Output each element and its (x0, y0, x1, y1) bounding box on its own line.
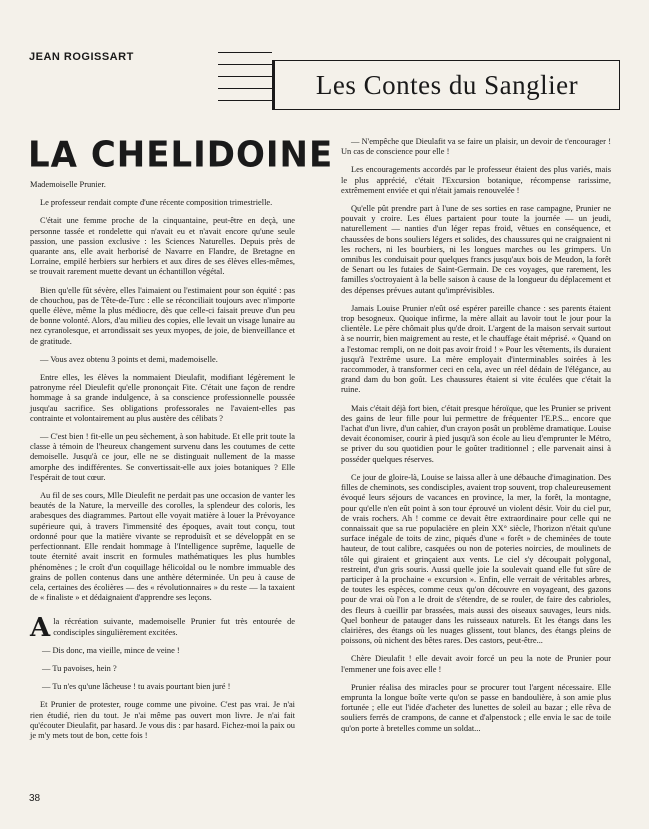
author-name: JEAN ROGISSART (29, 51, 134, 63)
dialog-line: — Tu pavoises, hein ? (42, 663, 117, 673)
paragraph: Jamais Louise Prunier n'eût osé espérer pareille chance : ses parents étaient trop besogneux. Quoique infirme, la mère allait au lavoir tout le jour pour la clientèle. Le père chômait plus qu'de droit. L'argent de la maison servait surtout à se nourrir, bien maigrement au reste, et le chauffage était méprisé. « Quand on a l'estomac rempli, on ne doit pas avoir froid ! » Pour les vêtements, ils duraient jusqu'à l'extrême usure. La mère employait d'interminables soirées à les raccommoder, à transformer ceci en cela, avec un réel dédain de l'élégance, au grand dam du bon goût. Les chaussures étaient si vite éculées que c'était la ruine. (341, 303, 611, 395)
left-column (30, 180, 295, 749)
dialog-line: — Dis donc, ma vieille, mince de veine ! (42, 645, 180, 655)
paragraph: Qu'elle pût prendre part à l'une de ses sorties en rase campagne, Prunier ne pouvait y croire. Les élues partaient pour toute la journée — un jeudi, naturellement — nanties d'un léger repas froid, vêtues en conséquence, et chaussées de bons souliers légers et solides, des chaussures qui ne craignaient ni les rochers, ni les bourbiers, ni les longues marches ou les grimpers. Un omnibus les conduisait pour quelques francs jusqu'aux bois de Meudon, la forêt de Senart ou les futaies de Saint-Germain. De ces voyages, que rarement, les familles s'octroyaient à la belle saison à cause de la longueur du déplacement et des dépenses prévues autant qu'imprévisibles. (341, 204, 611, 295)
paragraph: Au fil de ses cours, Mlle Dieulefit ne perdait pas une occasion de vanter les beautés de la Nature, la merveille des corolles, la splendeur des coloris, les arabesques des diagrammes. Partout elle voyait matière à louer la Prévoyance supérieure qui, à travers l'immensité des époques, avait tout conçu, tout ordonné pour que la matière vivante se reproduisît et se développât en se perfectionnant. Elle rendait hommage à l'Intelligence suprême, laquelle de toute éternité avait inscrit en formules mathématiques les plus humbles phénomènes ; le croît d'un coquillage hélicoïdal ou le nombre immuable des grains de pollen contenus dans une anthère déterminée. Un peu à cause de cela, certaines des écolières — des « révolutionnaires » du reste — la taxaient de « finaliste » et dédaignaient d'apprendre ses leçons. (30, 491, 295, 603)
paragraph: — C'est bien ! fit-elle un peu sèchement, à son habitude. Et elle prit toute la classe à témoin de l'heureux changement survenu dans les coutumes de cette demoiselle. Jusqu'à ce jour, elle ne se distinguait nullement de la masse amorphe des indifférentes. Se convertissait-elle aux joies botaniques ? Elle l'espérait de tout cœur. (30, 432, 295, 482)
paragraph: Bien qu'elle fût sévère, elles l'aimaient ou l'estimaient pour son équité : pas de chouchou, pas de Tête-de-Turc : elle se réconciliait toujours avec n'importe quelle élève, même la plus médiocre, dès que celle-ci faisait preuve d'un peu de bonne volonté. Alors, d'au milieu des copies, elle levait un visage lunaire au nez cyranolesque, et arrondissait ses yeux myopes, de joie, de bienveillance et de gratitude. (30, 285, 295, 346)
series-banner (272, 60, 620, 110)
dropcap: A (30, 613, 51, 644)
paragraph: Mais c'était déjà fort bien, c'était presque héroïque, que les Prunier se privent des gains de leur fille pour lui permettre de fréquenter l'E.P.S... encore que l'achat d'un livre, d'un cahier, d'un crayon posât un problème dramatique. Louise devait économiser, courir à pied jusqu'à son école au lieu d'emprunter le Métro, se priver du sou quotidien pour le goûter traditionnel ; elle parvenait ainsi à posséder quelques réserves. (341, 403, 611, 464)
header-rules (218, 52, 268, 112)
series-title: Les Contes du Sanglier (315, 69, 579, 100)
story-title: LA CHELIDOINE (28, 134, 334, 176)
paragraph: C'était une femme proche de la cinquantaine, peut-être en deçà, une personne tassée et rondelette qui n'avait eu et n'avait encore qu'une seule passion, une passion exclusive : les Sciences Naturelles. Depuis près de quarante ans, elle avait herborisé de Navarre en Flandre, de Bretagne en Lorraine, empilé herbiers sur herbiers et aux dires de ses élèves elles-mêmes, se trouvait rarement muette devant un échantillon végétal. (30, 216, 295, 277)
dialog-line: — Tu n'es qu'une lâcheuse ! tu avais pourtant bien juré ! (42, 682, 231, 692)
paragraph: Les encouragements accordés par le professeur étaient des plus variés, mais le plus apprécié, c'était l'Excursion botanique, récompense rarissime, extrêmement enviée et qui n'était jamais renouvelée ! (341, 165, 611, 195)
dropcap-paragraph (30, 613, 295, 644)
right-column (341, 137, 611, 742)
paragraph: Chère Dieulafit ! elle devait avoir forcé un peu la note de Prunier pour l'emmener une fois avec elle ! (341, 654, 611, 674)
paragraph: Entre elles, les élèves la nommaient Dieulafit, modifiant légèrement le patronyme réel Dieulefit qu'elle prononçait Fite. C'était une façon de rendre hommage à sa grande indulgence, à sa conscience professionnelle poussée jusqu'au sacrifice. Ses obligations professorales ne l'avaient-elles pas contrainte et volontairement au plus austère des célibats ? (30, 373, 295, 423)
paragraph: Le professeur rendait compte d'une récente composition trimestrielle. (40, 198, 273, 208)
dropcap-text: la récréation suivante, mademoiselle Prunier fut très entourée de condisciples singulièrement excitées. (53, 617, 295, 637)
paragraph: — Vous avez obtenu 3 points et demi, mademoiselle. (40, 354, 218, 364)
paragraph: Mademoiselle Prunier. (30, 180, 106, 189)
page-number: 38 (29, 793, 41, 804)
paragraph: Ce jour de gloire-là, Louise se laissa aller à une débauche d'imagination. Des filles de cheminots, ses condisciples, avaient trop souvent, trop chaleureusement évoqué leurs séjours de vacances en province, la mer, la forêt, la montagne, pour qu'elle n'en eût point à son tour éprouvé un violent désir. Voir du ciel pur, de vrais rochers. Ah ! comme ce devait être extraordinaire pour celle qui ne connaissait que sa rue populacière en plein XX° siècle, l'horizon n'était qu'une surface inégale de toits de zinc, piqués d'une « forêt » de cheminées de toute hauteur, de tout calibre, casquées ou non de poteries noircies, de moulinets de tôle qui giraient et grinçaient aux vents. Le ciel s'y découpait polygonal, restreint, d'un gris souris. Aussi quelle joie la soulevait quand elle fut sûre de participer à la prochaine « excursion ». Enfin, elle verrait de véritables arbres, de toutes les espèces, comme ceux qu'on découvre en voyageant, des gazons pour de vrai où l'on a le droit de s'étendre, de se rouler, de faire des cabrioles, des fleurs à cueillir par brassées, mais aussi des oiseaux sauvages, leurs nids. Quel bonheur de patauger dans les ruisseaux naturels. Et les étangs dans les clairières, des étangs où les nuages glissent, tout blancs, des étangs pleins de poissons, où nichent des bêtes rares. Des castors, peut-être... (341, 472, 611, 646)
paragraph: Prunier réalisa des miracles pour se procurer tout l'argent nécessaire. Elle emprunta la longue boîte verte qu'on se passe en bandoulière, à son amie plus fortunée ; elle eut l'idée d'acheter des lunettes de soleil au bazar ; elle rêva de souliers ferrés de crampons, de canne et d'alpenstock ; elle envia le sac de toile qu'on porte à bretelles comme un soldat... (341, 682, 611, 733)
paragraph: Et Prunier de protester, rouge comme une pivoine. C'est pas vrai. Je n'ai rien étudié, rien du tout. Je n'ai même pas ouvert mon livre. Je n'ai fait qu'écouter Dieulafit, par hasard. Je vous dis : par hasard. Fichez-moi la paix ou je m'y mets tout de bon, cette fois ! (30, 700, 295, 740)
paragraph: — N'empêche que Dieulafit va se faire un plaisir, un devoir de t'encourager ! Un cas de conscience pour elle ! (341, 137, 611, 157)
